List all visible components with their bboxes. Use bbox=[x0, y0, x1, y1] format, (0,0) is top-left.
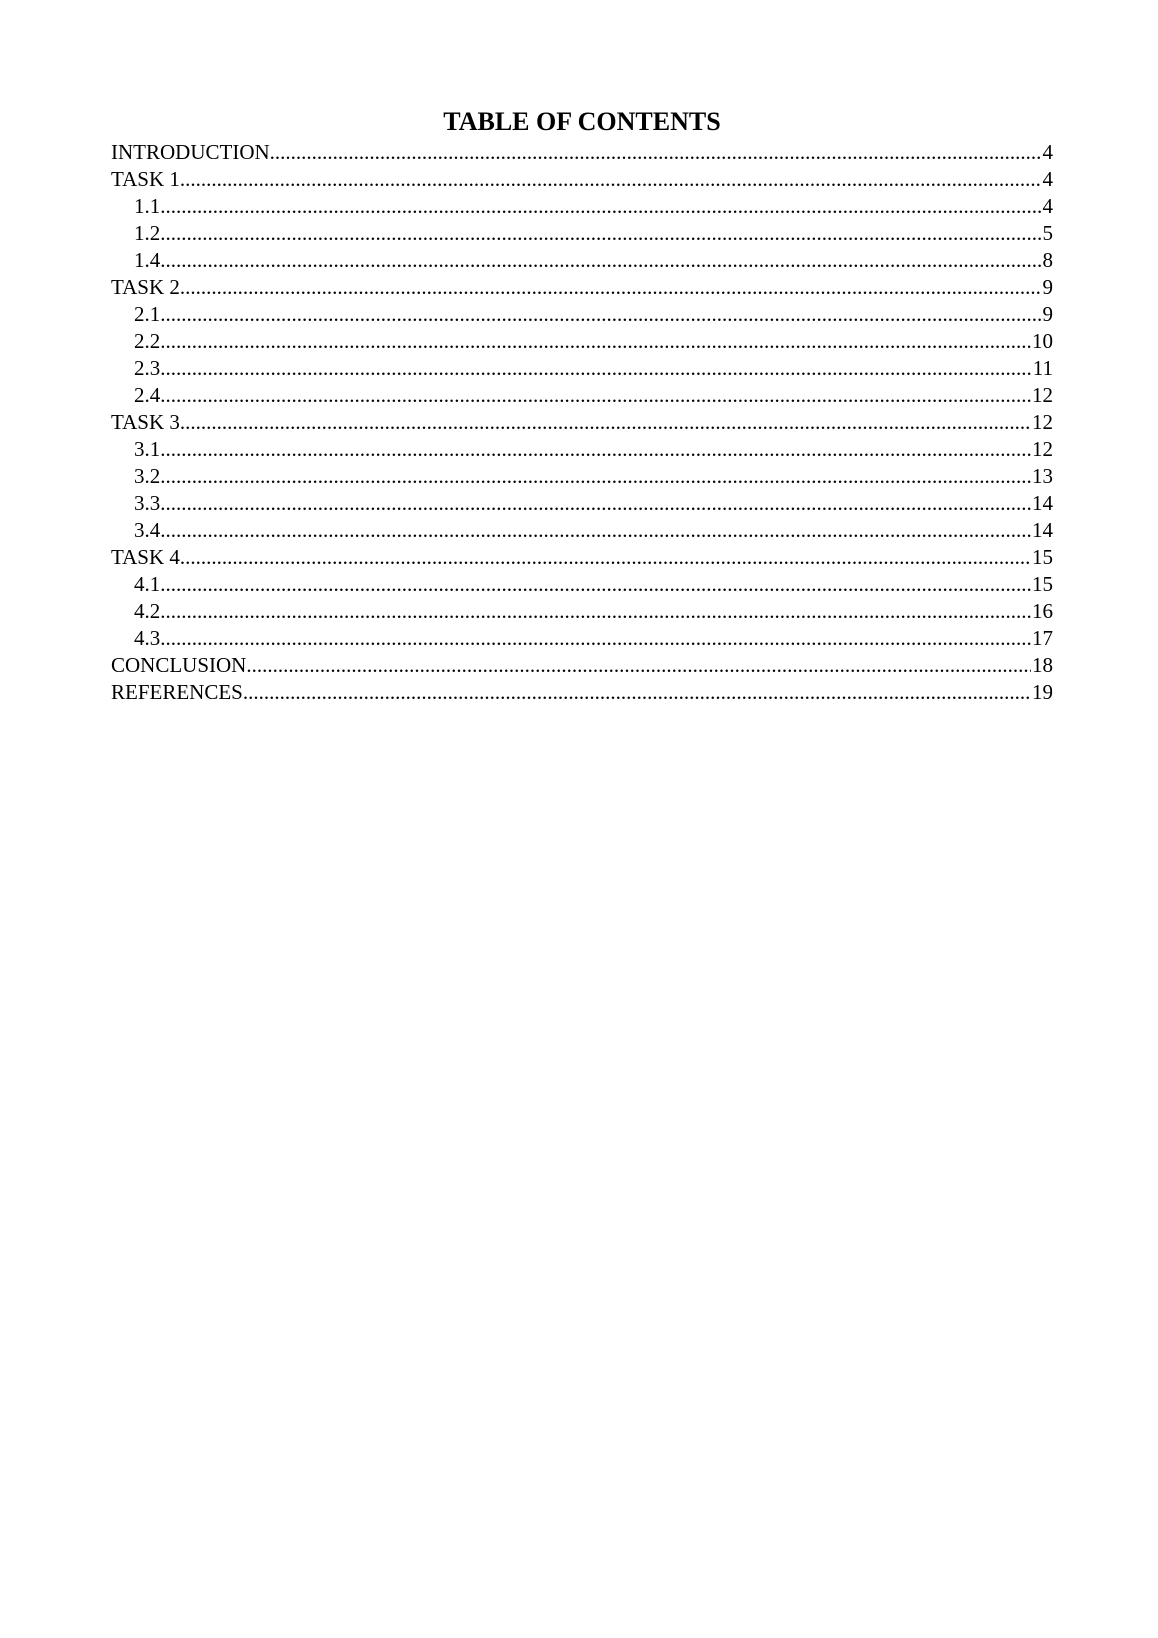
toc-entry-page-number: 4 bbox=[1042, 167, 1053, 191]
toc-dot-leader bbox=[160, 571, 1031, 598]
toc-entry-label: CONCLUSION bbox=[111, 653, 247, 677]
toc-entry-label: TASK 2 bbox=[111, 275, 180, 299]
toc-entry-label: 1.2 bbox=[134, 221, 161, 245]
toc-entry-page-number: 19 bbox=[1032, 680, 1053, 704]
toc-entry[interactable] bbox=[111, 571, 1053, 598]
toc-entry-page-number: 8 bbox=[1042, 248, 1053, 272]
toc-dot-leader bbox=[160, 247, 1041, 274]
toc-entry-page-number: 12 bbox=[1032, 383, 1053, 407]
toc-entry-label: 1.1 bbox=[134, 194, 161, 218]
toc-entry-page-number: 18 bbox=[1032, 653, 1053, 677]
toc-entry-label: REFERENCES bbox=[111, 680, 243, 704]
toc-entry[interactable] bbox=[111, 436, 1053, 463]
toc-entry-label: 4.1 bbox=[134, 572, 161, 596]
toc-entry-page-number: 9 bbox=[1042, 275, 1053, 299]
toc-dot-leader bbox=[160, 436, 1031, 463]
toc-entry[interactable] bbox=[111, 679, 1053, 706]
toc-dot-leader bbox=[160, 382, 1031, 409]
toc-entry-label: 3.2 bbox=[134, 464, 161, 488]
toc-entry-page-number: 14 bbox=[1032, 518, 1053, 542]
toc-entry[interactable] bbox=[111, 193, 1053, 220]
toc-dot-leader bbox=[160, 355, 1032, 382]
toc-dot-leader bbox=[160, 625, 1031, 652]
toc-dot-leader bbox=[246, 652, 1031, 679]
toc-dot-leader bbox=[160, 490, 1031, 517]
toc-entry[interactable] bbox=[111, 247, 1053, 274]
toc-entry[interactable] bbox=[111, 544, 1053, 571]
toc-entry-page-number: 12 bbox=[1032, 437, 1053, 461]
toc-dot-leader bbox=[180, 409, 1031, 436]
toc-entry-label: 2.2 bbox=[134, 329, 161, 353]
toc-entry-label: 2.1 bbox=[134, 302, 161, 326]
toc-entry[interactable] bbox=[111, 274, 1053, 301]
toc-entry-page-number: 15 bbox=[1032, 572, 1053, 596]
toc-entry-page-number: 9 bbox=[1042, 302, 1053, 326]
toc-entry-page-number: 12 bbox=[1032, 410, 1053, 434]
toc-entry[interactable] bbox=[111, 463, 1053, 490]
toc-entry[interactable] bbox=[111, 409, 1053, 436]
toc-entry-label: 3.3 bbox=[134, 491, 161, 515]
toc-entry-label: 4.2 bbox=[134, 599, 161, 623]
toc-entry[interactable] bbox=[111, 490, 1053, 517]
toc-dot-leader bbox=[180, 544, 1031, 571]
toc-entry-page-number: 16 bbox=[1032, 599, 1053, 623]
toc-title: TABLE OF CONTENTS bbox=[443, 107, 721, 136]
toc-entry-page-number: 4 bbox=[1042, 194, 1053, 218]
toc-entry-page-number: 4 bbox=[1042, 140, 1053, 164]
toc-entry-label: 3.1 bbox=[134, 437, 161, 461]
toc-entry-page-number: 14 bbox=[1032, 491, 1053, 515]
toc-entry[interactable] bbox=[111, 625, 1053, 652]
toc-dot-leader bbox=[160, 193, 1041, 220]
toc-entry[interactable] bbox=[111, 652, 1053, 679]
toc-entry-page-number: 10 bbox=[1032, 329, 1053, 353]
toc-entry-label: 1.4 bbox=[134, 248, 161, 272]
toc-entry-label: TASK 1 bbox=[111, 167, 180, 191]
toc-dot-leader bbox=[160, 598, 1031, 625]
toc-list bbox=[111, 139, 1053, 706]
toc-dot-leader bbox=[160, 220, 1041, 247]
toc-entry-page-number: 15 bbox=[1032, 545, 1053, 569]
toc-entry[interactable] bbox=[111, 301, 1053, 328]
toc-dot-leader bbox=[160, 517, 1031, 544]
toc-entry-page-number: 17 bbox=[1032, 626, 1053, 650]
toc-entry-label: TASK 3 bbox=[111, 410, 180, 434]
toc-entry-label: TASK 4 bbox=[111, 545, 180, 569]
toc-dot-leader bbox=[270, 139, 1042, 166]
toc-dot-leader bbox=[160, 463, 1031, 490]
toc-entry[interactable] bbox=[111, 382, 1053, 409]
toc-dot-leader bbox=[160, 328, 1031, 355]
toc-entry-label: 3.4 bbox=[134, 518, 161, 542]
toc-entry-label: INTRODUCTION bbox=[111, 140, 270, 164]
toc-dot-leader bbox=[160, 301, 1041, 328]
toc-entry-page-number: 5 bbox=[1042, 221, 1053, 245]
toc-dot-leader bbox=[180, 274, 1042, 301]
toc-entry[interactable] bbox=[111, 328, 1053, 355]
toc-entry-label: 4.3 bbox=[134, 626, 161, 650]
toc-entry[interactable] bbox=[111, 139, 1053, 166]
toc-entry-label: 2.3 bbox=[134, 356, 161, 380]
toc-entry-page-number: 11 bbox=[1032, 356, 1053, 380]
toc-entry[interactable] bbox=[111, 355, 1053, 382]
toc-entry-page-number: 13 bbox=[1032, 464, 1053, 488]
toc-entry[interactable] bbox=[111, 517, 1053, 544]
toc-dot-leader bbox=[180, 166, 1042, 193]
toc-entry[interactable] bbox=[111, 598, 1053, 625]
toc-entry-label: 2.4 bbox=[134, 383, 161, 407]
toc-entry[interactable] bbox=[111, 166, 1053, 193]
toc-dot-leader bbox=[243, 679, 1031, 706]
toc-entry[interactable] bbox=[111, 220, 1053, 247]
table-of-contents bbox=[111, 104, 1053, 706]
